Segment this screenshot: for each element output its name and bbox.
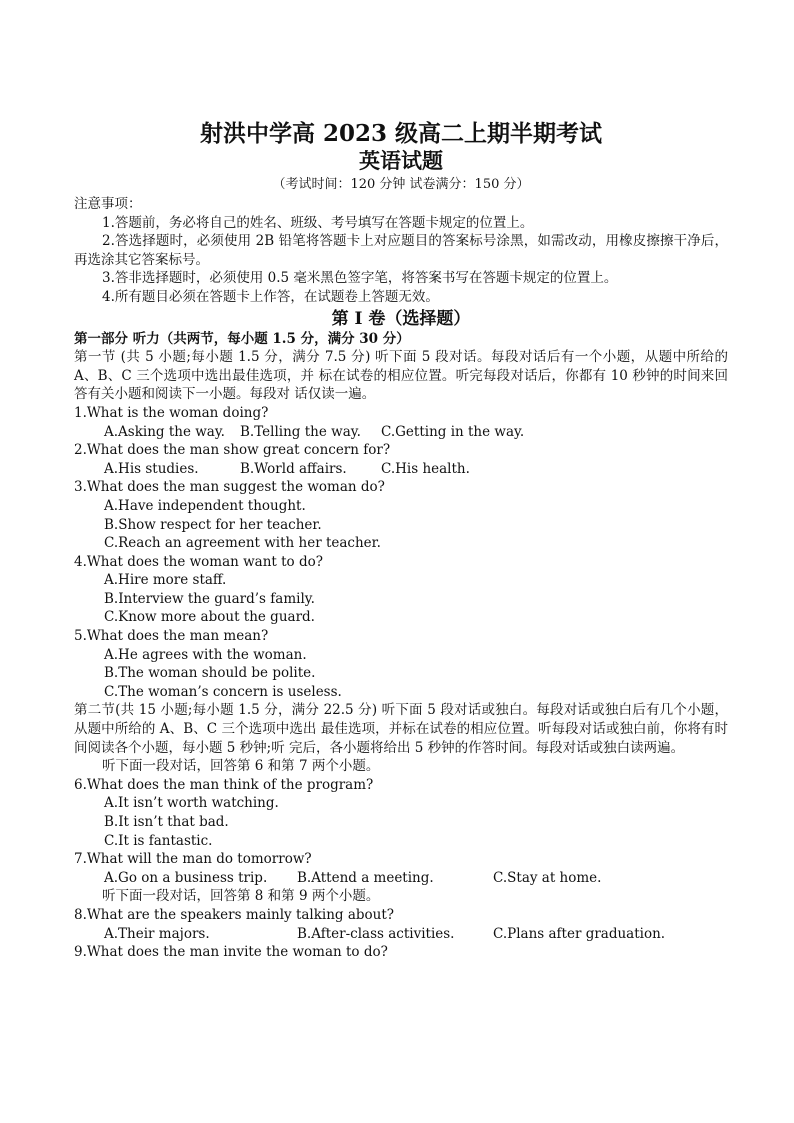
notice-item-3: 3.答非选择题时，必须使用 0.5 毫米黑色签字笔，将答案书写在答题卡规定的位置上。: [102, 270, 618, 287]
option-c: C.It is fantastic.: [104, 832, 213, 849]
option-a: A.Asking the way.: [104, 423, 225, 440]
option-a: A.Their majors.: [104, 925, 210, 942]
option-b: B.The woman should be polite.: [104, 665, 316, 682]
question-4: [74, 553, 728, 627]
question-3: [74, 478, 728, 552]
question-stem: 4.What does the woman want to do?: [74, 553, 323, 570]
notice-item-1: 1.答题前，务必将自己的姓名、班级、考号填写在答题卡规定的位置上。: [102, 214, 534, 231]
option-c: C.His health.: [381, 460, 470, 477]
option-c: C.Plans after graduation.: [493, 925, 666, 942]
option-c: C.Know more about the guard.: [104, 609, 315, 626]
question-1: [74, 404, 728, 441]
option-b: B.Attend a meeting.: [297, 869, 434, 886]
question-7: [74, 850, 728, 887]
option-b: B.After-class activities.: [297, 925, 455, 942]
question-2: [74, 441, 728, 478]
option-a: A.It isn’t worth watching.: [104, 795, 279, 812]
question-stem: 7.What will the man do tomorrow?: [74, 851, 312, 868]
option-a: A.Hire more staff.: [104, 572, 227, 589]
options-row: [74, 423, 728, 442]
question-stem: 8.What are the speakers mainly talking about?: [74, 906, 395, 923]
option-b: B.Telling the way.: [240, 423, 361, 440]
option-b: B.Show respect for her teacher.: [104, 516, 322, 533]
option-c: C.Getting in the way.: [381, 423, 525, 440]
notice-heading: 注意事项：: [74, 196, 142, 212]
volume-title: 第 I 卷（选择题）: [331, 308, 471, 329]
options-row: [74, 460, 728, 479]
question-stem: 3.What does the man suggest the woman do?: [74, 479, 385, 496]
exam-subtitle: 英语试题: [359, 148, 443, 173]
option-a: A.He agrees with the woman.: [104, 646, 307, 663]
option-c: C.Stay at home.: [493, 869, 602, 886]
question-stem: 6.What does the man think of the program?: [74, 776, 374, 793]
options-row: [74, 869, 728, 888]
option-b: B.It isn’t that bad.: [104, 814, 229, 830]
section1-intro: 第一节 (共 5 小题;每小题 1.5 分，满分 7.5 分) 听下面 5 段对话。每段对话后有一个小题，从题中所给的 A、B、C 三个选项中选出最佳选项，并 标在试卷的相应位置。听完每段对话后，你都有 10 秒钟的时间来回答有关小题和阅读下一小题。每段对 话仅读一遍。: [74, 349, 728, 403]
exam-time-score: （考试时间：120 分钟 试卷满分：150 分）: [272, 177, 530, 192]
listen-instruction-8-9: 听下面一段对话，回答第 8 和第 9 两个小题。: [102, 888, 380, 905]
option-c: C.Reach an agreement with her teacher.: [104, 535, 381, 552]
option-c: C.The woman’s concern is useless.: [104, 683, 342, 700]
part1-title: 第一部分 听力（共两节，每小题 1.5 分，满分 30 分）: [74, 330, 410, 347]
option-a: A.Go on a business trip.: [104, 869, 268, 886]
question-6: [74, 776, 728, 850]
question-5: [74, 627, 728, 701]
question-stem: 5.What does the man mean?: [74, 628, 269, 645]
options-row: [74, 925, 728, 944]
option-a: A.His studies.: [104, 460, 199, 477]
notice-item-2: 2.答选择题时，必须使用 2B 铅笔将答题卡上对应题目的答案标号涂黑，如需改动，用橡皮擦擦干净后，再选涂其它答案标号。: [74, 233, 728, 268]
question-stem: 2.What does the man show great concern for?: [74, 442, 391, 459]
question-stem: 9.What does the man invite the woman to do?: [74, 944, 388, 961]
option-b: B.Interview the guard’s family.: [104, 590, 315, 607]
question-8: [74, 906, 728, 943]
question-stem: 1.What is the woman doing?: [74, 404, 269, 421]
exam-title: 射洪中学高 2023 级高二上期半期考试: [199, 120, 603, 147]
section2-intro: 第二节(共 15 小题;每小题 1.5 分，满分 22.5 分) 听下面 5 段对话或独白。每段对话或独白后有几个小题，从题中所给的 A、B、C 三个选项中选出 最佳选项，并标在试卷的相应位置。听每段对话或独白前，你将有时间阅读各个小题，每小题 5 秒钟;听 完后，各小题将给出 5 秒钟的作答时间。每段对话或独白读两遍。: [74, 702, 728, 756]
option-a: A.Have independent thought.: [104, 497, 306, 514]
option-b: B.World affairs.: [240, 460, 347, 477]
question-9: [74, 943, 728, 962]
listen-instruction-6-7: 听下面一段对话，回答第 6 和第 7 两个小题。: [102, 758, 380, 775]
notice-item-4: 4.所有题目必须在答题卡上作答，在试题卷上答题无效。: [102, 288, 439, 305]
